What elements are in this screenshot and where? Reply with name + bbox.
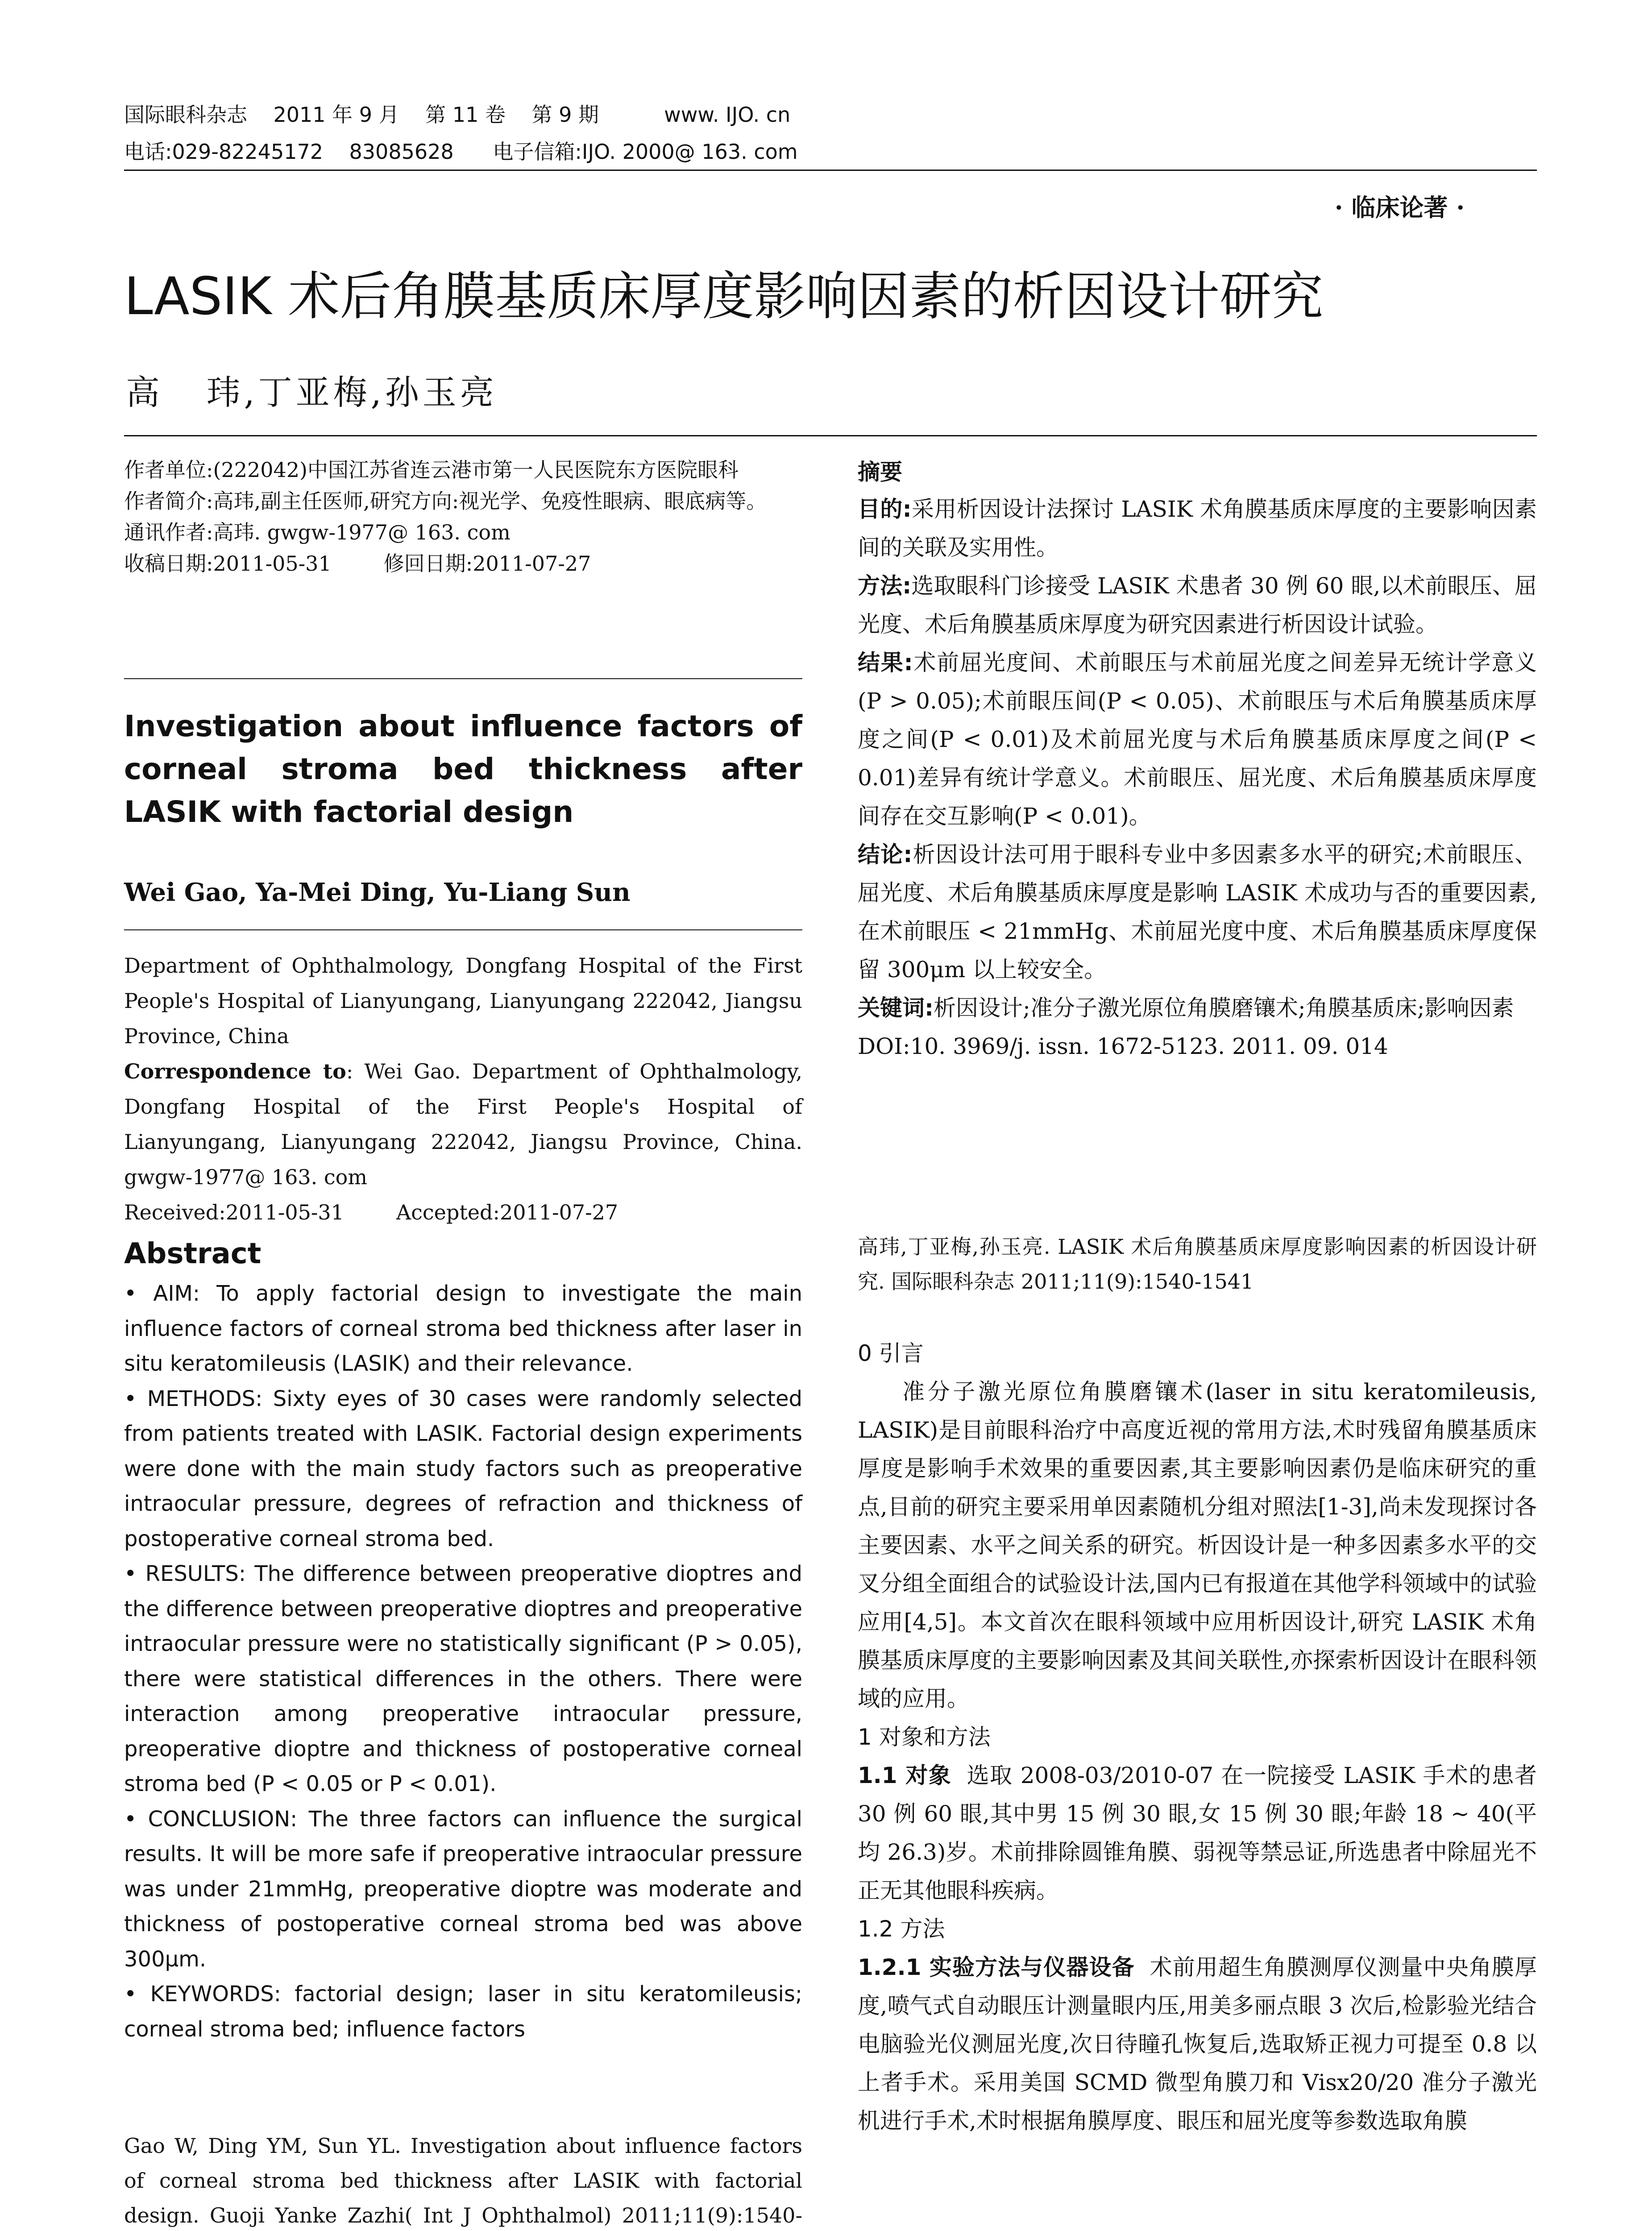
methods-text: 选取眼科门诊接受 LASIK 术患者 30 例 60 眼,以术前眼压、屈光度、术后角膜基质床厚度为研究因素进行析因设计试验。: [858, 573, 1537, 637]
correspondence-text: : Wei Gao. Department of Ophthalmology, Dongfang Hospital of the First People's Hospital of Lianyungang, Lianyungang 222042, Jiangsu Province, China. gwgw-1977@ 163. com: [124, 1059, 803, 1189]
left-rule-2: [124, 929, 802, 930]
results-label: 结果:: [858, 650, 913, 676]
section-1-2-heading: 1.2 方法: [858, 1916, 945, 1942]
affiliation-en: Department of Ophthalmology, Dongfang Hospital of the First People's Hospital of Lianyungang, Lianyungang 222042, Jiangsu Province, China: [124, 954, 802, 1048]
aim-label: 目的:: [858, 496, 912, 522]
intro-paragraph: 准分子激光原位角膜磨镶术(laser in situ keratomileusis, LASIK)是目前眼科治疗中高度近视的常用方法,术时残留角膜基质床厚度是影响手术效果的重要因素,其主要影响因素仍是临床研究的重点,目前的研究主要采用单因素随机分组对照法[1-3],尚未发现探讨各主要因素、水平之间关系的研究。析因设计是一种多因素多水平的交叉分组全面组合的试验设计法,国内已有报道在其他学科领域中的试验应用[4,5]。本文首次在眼科领域中应用析因设计,研究 LASIK 术角膜基质床厚度的主要影响因素及其间关联性,亦探索析因设计在眼科领域的应用。: [858, 1379, 1537, 1712]
dates-en: Received:2011-05-31 Accepted:2011-07-27: [124, 1200, 618, 1224]
abstract-en: [124, 1232, 802, 2047]
methods-label: 方法:: [858, 573, 912, 599]
abstract-keywords-en: • KEYWORDS: factorial design; laser in situ keratomileusis; corneal stroma bed; influence factors: [124, 1982, 802, 2042]
abstract-methods-cn: [858, 567, 1537, 643]
abstract-cn: [858, 454, 1537, 1066]
abstract-methods-en: • METHODS: Sixty eyes of 30 cases were randomly selected from patients treated with LASIK. Factorial design experiments were done with the main study factors such as preoperative intraocular pressure, degrees of refraction and thickness of postoperative corneal stroma bed.: [124, 1386, 802, 1551]
aim-text: 采用析因设计法探讨 LASIK 术角膜基质床厚度的主要影响因素间的关联及实用性。: [858, 496, 1537, 560]
citation-cn: 高玮,丁亚梅,孙玉亮. LASIK 术后角膜基质床厚度影响因素的析因设计研究. 国际眼科杂志 2011;11(9):1540-1541: [858, 1235, 1537, 1294]
keywords-label: 关键词:: [858, 995, 934, 1021]
journal-header-line1: 国际眼科杂志 2011 年 9 月 第 11 卷 第 9 期 www. IJO. cn: [124, 103, 791, 127]
abstract-aim-en: • AIM: To apply factorial design to investigate the main influence factors of corneal stroma bed thickness after laser in situ keratomileusis (LASIK) and their relevance.: [124, 1281, 802, 1376]
author-bio-cn: 作者简介:高玮,副主任医师,研究方向:视光学、免疫性眼病、眼底病等。: [124, 489, 767, 513]
header-rule: [124, 170, 1537, 171]
doi: DOI:10. 3969/j. issn. 1672-5123. 2011. 09. 014: [858, 1033, 1388, 1059]
section-1-heading: 1 对象和方法: [858, 1724, 991, 1750]
article-title: LASIK 术后角膜基质床厚度影响因素的析因设计研究: [124, 266, 1324, 327]
english-title-block: [124, 705, 802, 834]
abstract-heading-en: Abstract: [124, 1237, 261, 1270]
section-1-2-1-text: 术前用超生角膜测厚仪测量中央角膜厚度,喷气式自动眼压计测量眼内压,用美多丽点眼 3 次后,检影验光结合电脑验光仪测屈光度,次日待瞳孔恢复后,选取矫正视力可提至 0.8 以上者手术。采用美国 SCMD 微型角膜刀和 Visx20/20 准分子激光机进行手术,术时根据角膜厚度、眼压和屈光度等参数选取角膜: [858, 1954, 1537, 2134]
intro-section: [858, 1334, 1537, 2140]
title-rule: [124, 435, 1537, 436]
english-title: Investigation about influence factors of corneal stroma bed thickness after LASIK with factorial design: [124, 709, 802, 829]
authors-en: Wei Gao, Ya-Mei Ding, Yu-Liang Sun: [124, 878, 631, 907]
conclusion-text: 析因设计法可用于眼科专业中多因素多水平的研究;术前眼压、屈光度、术后角膜基质床厚度是影响 LASIK 术成功与否的重要因素,在术前眼压 < 21mmHg、术前屈光度中度、术后角膜基质床厚度保留 300μm 以上较安全。: [858, 842, 1537, 983]
abstract-results-cn: [858, 643, 1537, 835]
correspondence-cn: 通讯作者:高玮. gwgw-1977@ 163. com: [124, 520, 511, 544]
journal-header-line2: 电话:029-82245172 83085628 电子信箱:IJO. 2000@ 163. com: [124, 140, 798, 164]
citation-en: Gao W, Ding YM, Sun YL. Investigation about influence factors of corneal stroma bed thickness after LASIK with factorial design. Guoji Yanke Zazhi( Int J Ophthalmol) 2011;11(9):1540-: [124, 2134, 802, 2227]
section-1-1: [858, 1756, 1537, 1910]
abstract-aim-cn: [858, 490, 1537, 567]
results-text: 术前屈光度间、术前眼压与术前屈光度之间差异无统计学意义(P > 0.05);术前眼压间(P < 0.05)、术前眼压与术后角膜基质床厚度之间(P < 0.01)及术前屈光度与术后角膜基质床厚度之间(P < 0.01)差异有统计学意义。术前眼压、屈光度、术后角膜基质床厚度间存在交互影响(P < 0.01)。: [858, 650, 1537, 829]
section-1-1-text: 选取 2008-03/2010-07 在一院接受 LASIK 手术的患者 30 例 60 眼,其中男 15 例 30 眼,女 15 例 30 眼;年龄 18 ~ 40(平均 26.3)岁。术前排除圆锥角膜、弱视等禁忌证,所选患者中除屈光不正无其他眼科疾病。: [858, 1762, 1537, 1903]
correspondence-label: Correspondence to: [124, 1059, 346, 1083]
abstract-heading-cn: 摘要: [858, 459, 902, 485]
affiliation-cn: 作者单位:(222042)中国江苏省连云港市第一人民医院东方医院眼科: [124, 458, 739, 482]
correspondence-en: [124, 1054, 802, 1195]
section-0-heading: 0 引言: [858, 1340, 924, 1366]
authors-cn: 高 玮,丁亚梅,孙玉亮: [126, 373, 498, 412]
section-tag: · 临床论著 ·: [1334, 193, 1465, 222]
abstract-results-en: • RESULTS: The difference between preoperative dioptres and the difference between preoperative dioptres and preoperative intraocular pressure were no statistically significant (P > 0.05), there were statistical differences in the others. There were interaction among preoperative intraocular pressure, preoperative dioptre and thickness of postoperative corneal stroma bed (P < 0.05 or P < 0.01).: [124, 1561, 802, 1796]
section-1-1-label: 1.1 对象: [858, 1762, 952, 1788]
dates-cn: 收稿日期:2011-05-31 修回日期:2011-07-27: [124, 552, 591, 576]
abstract-conclusion-cn: [858, 835, 1537, 989]
abstract-keywords-cn: [858, 989, 1537, 1027]
affiliation-en-block: [124, 948, 802, 1230]
conclusion-label: 结论:: [858, 842, 913, 867]
left-rule-1: [124, 678, 802, 679]
keywords-text: 析因设计;准分子激光原位角膜磨镶术;角膜基质床;影响因素: [934, 995, 1514, 1021]
section-1-2-1: [858, 1948, 1537, 2140]
citation-cn-block: [858, 1229, 1537, 1299]
citation-en-block: [124, 2128, 802, 2231]
abstract-conclusion-en: • CONCLUSION: The three factors can influence the surgical results. It will be more safe if preoperative intraocular pressure was under 21mmHg, preoperative dioptre was moderate and thickness of postoperative corneal stroma bed was above 300μm.: [124, 1806, 802, 1972]
left-column: [124, 454, 802, 579]
section-1-2-1-label: 1.2.1 实验方法与仪器设备: [858, 1954, 1135, 1980]
